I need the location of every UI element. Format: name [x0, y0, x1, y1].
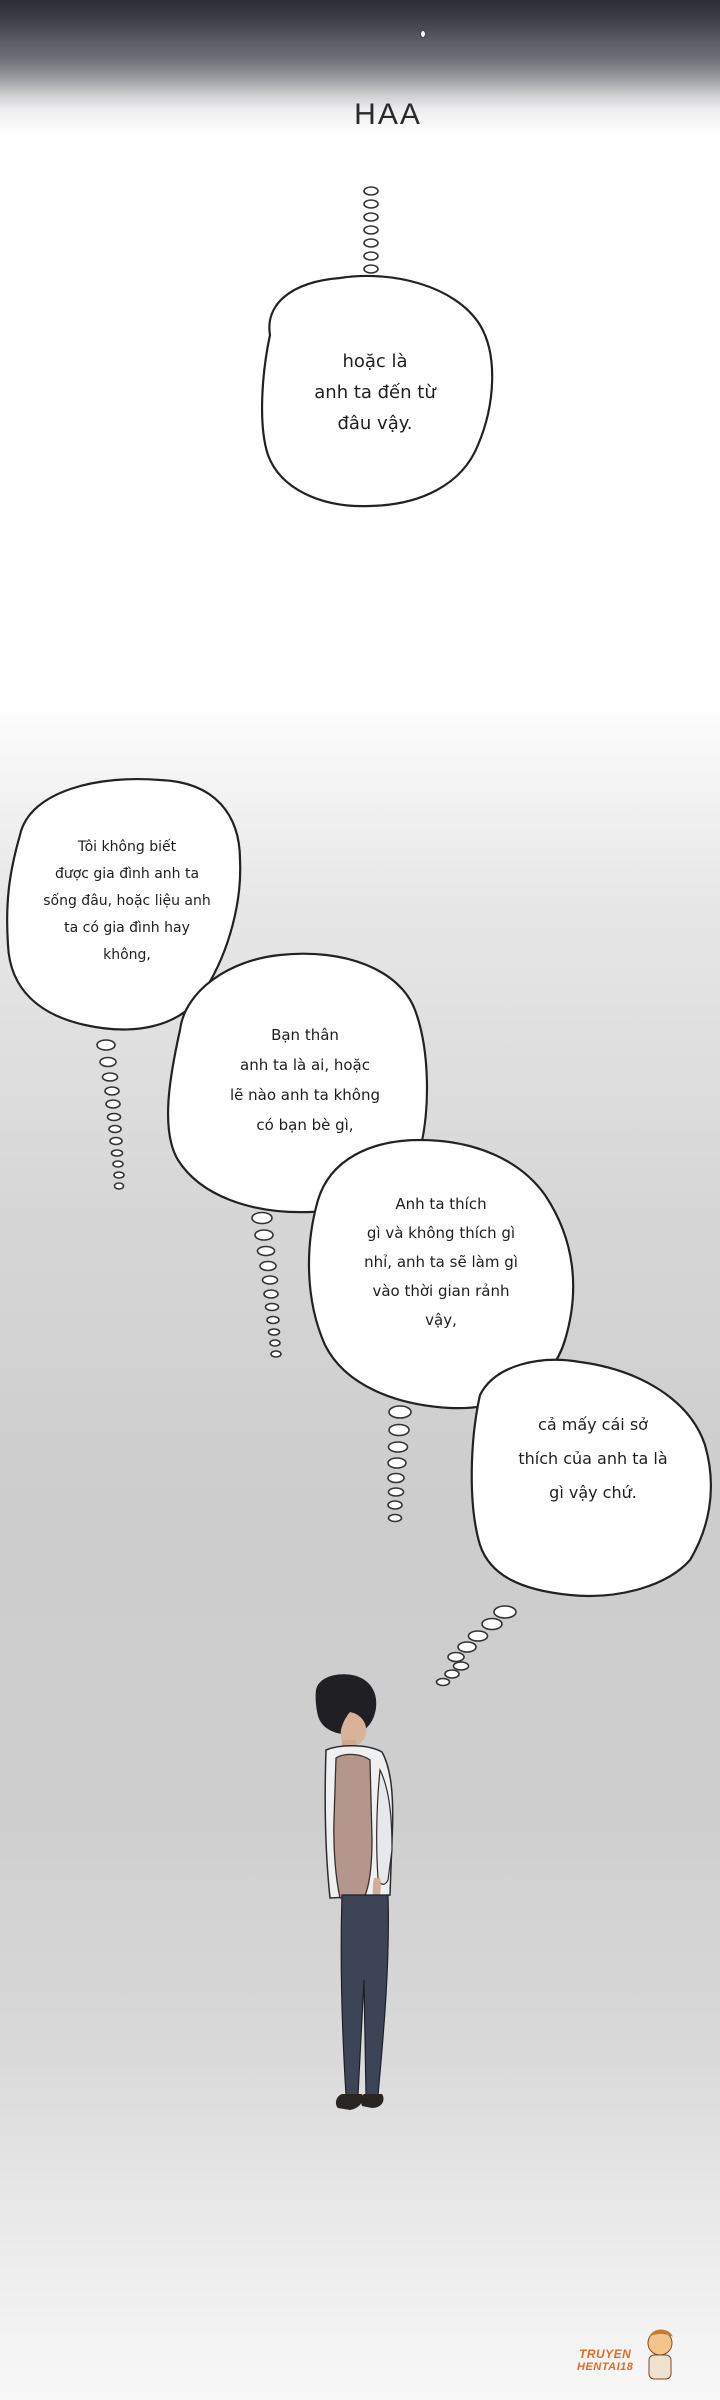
thought-trail-2 [97, 1040, 124, 1189]
bubble-2-text: Tôi không biết được gia đình anh ta sống đâu, hoặc liệu anh ta có gia đình hay không, [43, 839, 211, 963]
bubble-4-text: Anh ta thích gì và không thích gì nhỉ, anh ta sẽ làm gì vào thời gian rảnh vậy, [364, 1195, 518, 1329]
thought-trail-1 [364, 187, 378, 273]
watermark-line-2: HENTAI18 [577, 2361, 634, 2373]
thought-trail-4 [388, 1406, 411, 1522]
watermark-logo [575, 2325, 685, 2385]
small-dot [421, 31, 426, 38]
bubble-1-text: hoặc là anh ta đến từ đâu vậy. [314, 351, 436, 434]
thought-trail-3 [252, 1213, 281, 1358]
bubble-5-text: cả mấy cái sở thích của anh ta là gì vậy chứ. [518, 1415, 668, 1502]
standing-character-illustration [316, 1674, 393, 2110]
thought-trail-5 [437, 1606, 517, 1686]
sound-effect-text: HAA [354, 98, 422, 131]
bubble-3-text: Bạn thân anh ta là ai, hoặc lẽ nào anh ta không có bạn bè gì, [229, 1026, 381, 1134]
watermark-line-1: TRUYEN [579, 2347, 632, 2361]
